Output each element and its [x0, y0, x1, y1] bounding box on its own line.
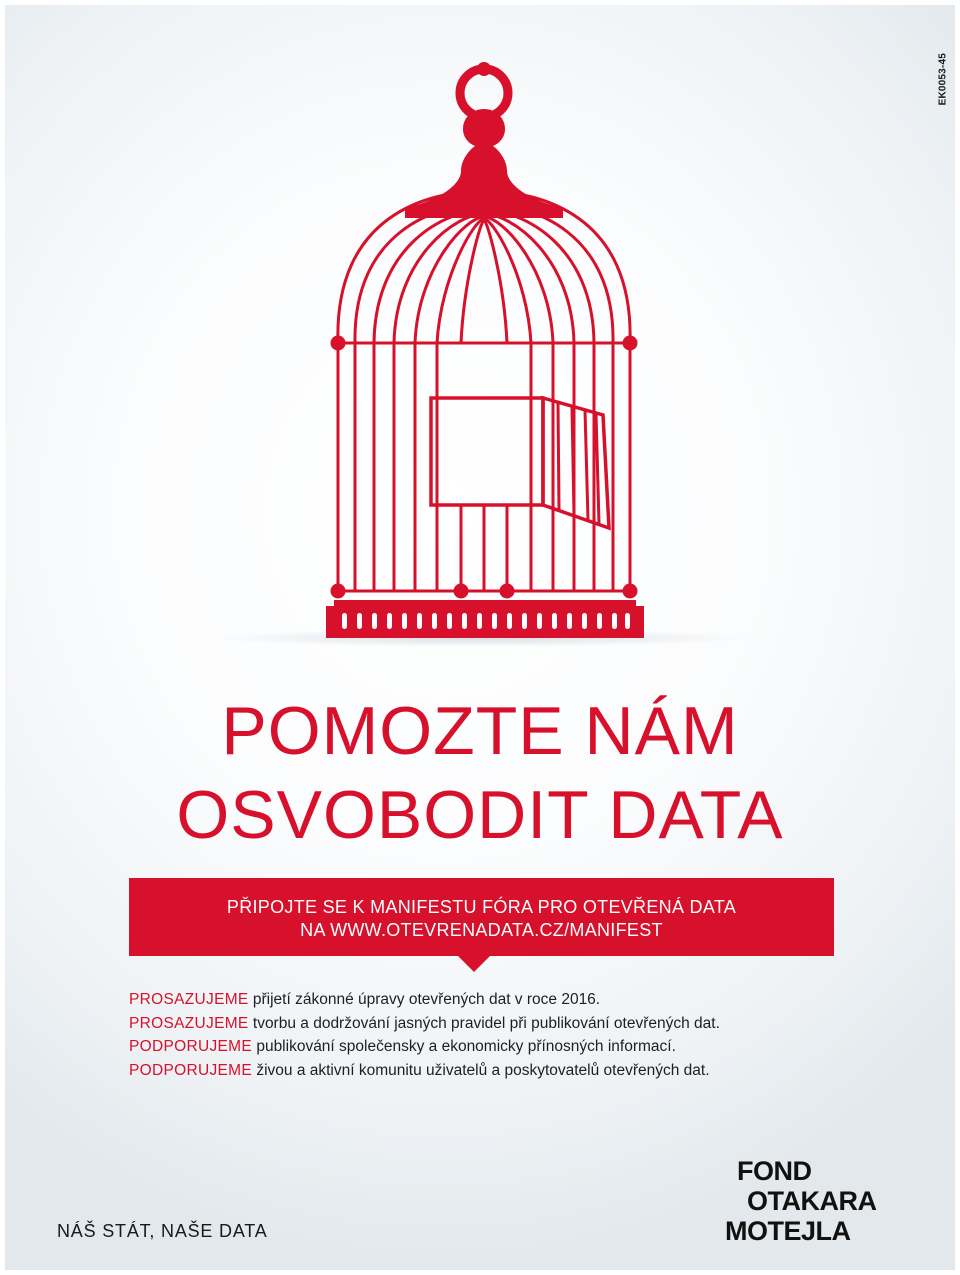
banner-line-2: NA WWW.OTEVRENADATA.CZ/MANIFEST: [300, 920, 663, 940]
call-to-action-banner: [129, 878, 834, 956]
slogan: NÁŠ STÁT, NAŠE DATA: [57, 1221, 268, 1241]
point-keyword: PODPORUJEME: [129, 1061, 253, 1079]
logo-line-2: OTAKARA: [747, 1186, 877, 1216]
banner-pointer: [457, 955, 491, 972]
manifesto-point: [129, 988, 929, 1012]
print-code: EK0053-45: [937, 53, 948, 106]
manifesto-points: [129, 988, 929, 1082]
point-text: přijetí zákonné úpravy otevřených dat v roce 2016.: [248, 991, 601, 1008]
poster: [5, 5, 955, 1270]
headline-line-2: OSVOBODIT DATA: [176, 777, 784, 853]
point-keyword: PODPORUJEME: [129, 1038, 253, 1055]
point-text: živou a aktivní komunitu uživatelů a poskytovatelů otevřených dat.: [252, 1061, 710, 1079]
point-text: tvorbu a dodržování jasných pravidel při publikování otevřených dat.: [248, 1014, 720, 1032]
logo-line-1: FOND: [737, 1156, 812, 1186]
manifesto-point: [129, 1059, 929, 1083]
point-keyword: PROSAZUJEME: [129, 991, 249, 1008]
logo-line-3: MOTEJLA: [725, 1216, 851, 1246]
open-birdcage-icon: [5, 5, 955, 665]
point-text: publikování společensky a ekonomicky přínosných informací.: [252, 1038, 676, 1055]
manifesto-point: [129, 1012, 929, 1036]
banner-line-1: PŘIPOJTE SE K MANIFESTU FÓRA PRO OTEVŘENÁ DATA: [226, 897, 737, 917]
manifesto-point: [129, 1035, 929, 1059]
point-keyword: PROSAZUJEME: [129, 1014, 249, 1032]
headline-line-1: POMOZTE NÁM: [221, 693, 739, 769]
